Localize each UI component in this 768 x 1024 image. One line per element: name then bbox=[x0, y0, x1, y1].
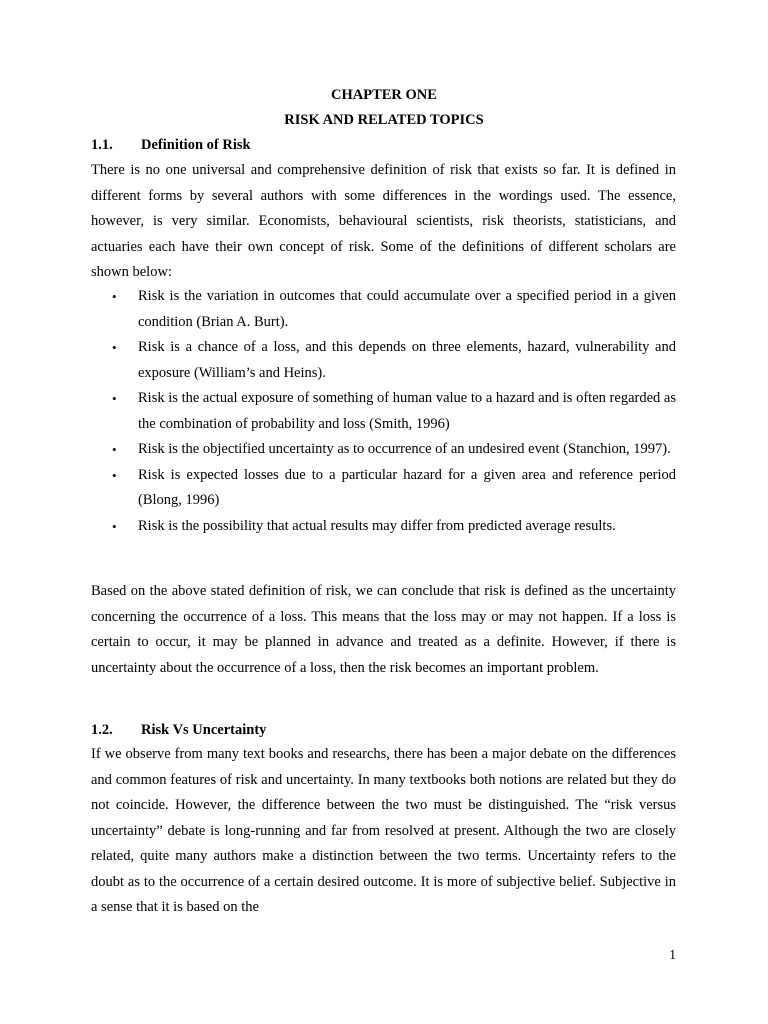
bullet-icon: • bbox=[112, 467, 117, 483]
section-title: Definition of Risk bbox=[141, 137, 251, 153]
list-item-text: Risk is the objectified uncertainty as to occurrence of an undesired event (Stanchion, 1997). bbox=[138, 441, 671, 457]
list-item-text: Risk is expected losses due to a particular hazard for a given area and reference period (Blong, 1996) bbox=[138, 466, 676, 508]
list-item-text: Risk is the actual exposure of something of human value to a hazard and is often regarded as the combination of probability and loss (Smith, 1996) bbox=[138, 390, 676, 432]
section-title: Risk Vs Uncertainty bbox=[141, 722, 267, 738]
section-heading-risk-vs-uncertainty bbox=[91, 721, 266, 739]
bullet-icon: • bbox=[112, 442, 117, 457]
chapter-title: CHAPTER ONE bbox=[331, 87, 437, 103]
section-number: 1.1. bbox=[91, 137, 113, 153]
section-heading-definition-of-risk bbox=[91, 136, 251, 154]
chapter-subtitle: RISK AND RELATED TOPICS bbox=[284, 112, 484, 128]
list-item bbox=[91, 284, 676, 335]
list-item bbox=[91, 463, 676, 514]
definitions-list bbox=[91, 284, 676, 539]
bullet-icon: • bbox=[112, 340, 117, 355]
list-item-text: Risk is a chance of a loss, and this depends on three elements, hazard, vulnerability and exposure (William’s and Heins). bbox=[138, 339, 676, 381]
list-item-text: Risk is the variation in outcomes that could accumulate over a specified period in a given condition (Brian A. Burt). bbox=[138, 288, 676, 330]
list-item bbox=[91, 514, 676, 540]
list-item bbox=[91, 437, 676, 463]
page-number: 1 bbox=[669, 947, 676, 962]
intro-paragraph: There is no one universal and comprehensive definition of risk that exists so far. It is defined in different forms by several authors with some differences in the wordings used. The essence, however, is very similar. Economists, behavioural scientists, risk theorists, statisticians, and actuaries each have their own concept of risk. Some of the definitions of different scholars are shown below: bbox=[91, 162, 676, 280]
conclusion-paragraph: Based on the above stated definition of risk, we can conclude that risk is defined as the uncertainty concerning the occurrence of a loss. This means that the loss may or may not happen. If a loss is certain to occur, it may be planned in advance and treated as a definite. However, if there is uncertainty about the occurrence of a loss, then the risk becomes an important problem. bbox=[91, 583, 676, 676]
list-item bbox=[91, 386, 676, 437]
bullet-icon: • bbox=[112, 391, 117, 406]
bullet-icon: • bbox=[112, 518, 117, 534]
section-number: 1.2. bbox=[91, 722, 113, 738]
list-item-text: Risk is the possibility that actual results may differ from predicted average results. bbox=[138, 517, 616, 534]
risk-vs-uncertainty-paragraph: If we observe from many text books and researchs, there has been a major debate on the differences and common features of risk and uncertainty. In many textbooks both notions are related but they do not coincide. However, the difference between the two must be distinguished. The “risk versus uncertainty” debate is long-running and far from resolved at present. Although the two are closely related, quite many authors make a distinction between the two terms. Uncertainty refers to the doubt as to the occurrence of a certain desired outcome. It is more of subjective belief. Subjective in a sense that it is based on the bbox=[91, 746, 676, 915]
bullet-icon: • bbox=[112, 289, 117, 304]
list-item bbox=[91, 335, 676, 386]
